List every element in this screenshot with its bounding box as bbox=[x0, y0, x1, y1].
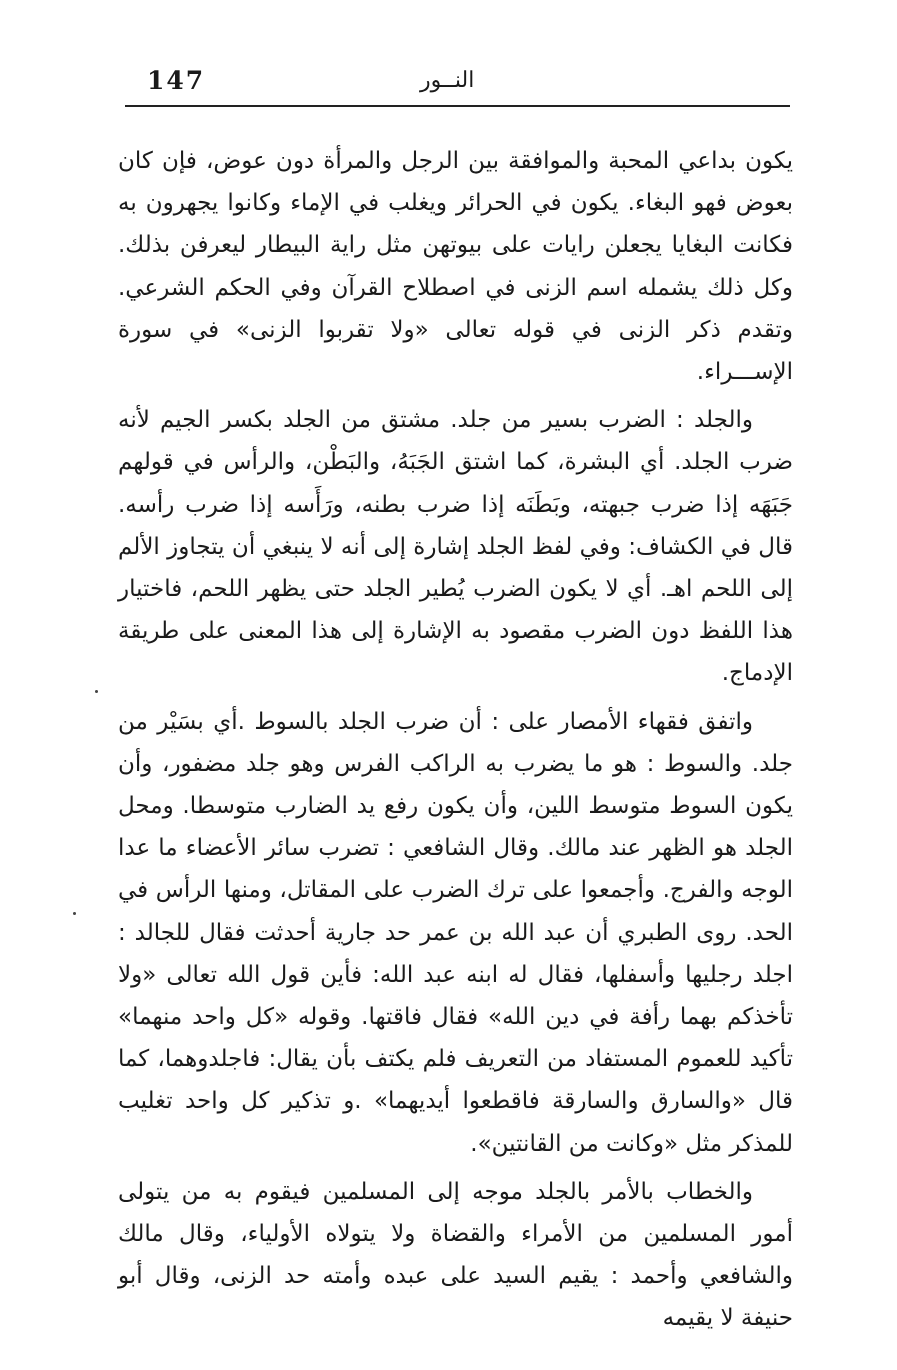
body-text bbox=[118, 140, 793, 1340]
page-number: 147 bbox=[147, 66, 206, 95]
paragraph-2: والجلد : الضرب بسير من جلد. مشتق من الجلد بكسر الجيم لأنه ضرب الجلد. أي البشرة، كما اشتق الجَبَهُ، والبَطْن، والرأس في قولهم جَبَهَه إذا ضرب جبهته، وبَطَنَه إذا ضرب بطنه، ورَأَسه إذا ضرب رأسه. قال في الكشاف: وفي لفظ الجلد إشارة إلى أنه لا ينبغي أن يتجاوز الألم إلى اللحم اهـ. أي لا يكون الضرب يُطير الجلد حتى يظهر اللحم، فاختيار هذا اللفظ دون الضرب مقصود به الإشارة إلى هذا المعنى على طريقة الإدماج. bbox=[118, 407, 793, 687]
header-rule bbox=[125, 105, 790, 107]
paragraph-4: والخطاب بالأمر بالجلد موجه إلى المسلمين فيقوم به من يتولى أمور المسلمين من الأمراء والقضاة ولا يتولاه الأولياء، وقال مالك والشافعي وأحمد : يقيم السيد على عبده وأمته حد الزنى، وقال أبو حنيفة لا يقيمه bbox=[118, 1178, 793, 1332]
paragraph-1: يكون بداعي المحبة والموافقة بين الرجل والمرأة دون عوض، فإن كان بعوض فهو البغاء. يكون في الحرائر ويغلب في الإماء وكانوا يجهرون به فكانت البغايا يجعلن رايات على بيوتهن مثل راية البيطار ليعرفن بذلك. وكل ذلك يشمله اسم الزنى في اصطلاح القرآن وفي الحكم الشرعي. وتقدم ذكر الزنى في قوله تعالى «ولا تقربوا الزنى» في سورة الإســـراء. bbox=[118, 148, 793, 386]
scan-speck bbox=[95, 690, 98, 693]
running-title: النــور bbox=[420, 68, 475, 93]
page-header bbox=[125, 58, 790, 106]
scan-speck bbox=[73, 912, 76, 915]
paragraph-3: واتفق فقهاء الأمصار على : أن ضرب الجلد بالسوط .أي بسَيْر من جلد. والسوط : هو ما يضرب به الراكب الفرس وهو جلد مضفور، وأن يكون السوط متوسط اللين، وأن يكون رفع يد الضارب متوسطا. ومحل الجلد هو الظهر عند مالك. وقال الشافعي : تضرب سائر الأعضاء ما عدا الوجه والفرج. وأجمعوا على ترك الضرب على المقاتل، ومنها الرأس في الحد. روى الطبري أن عبد الله بن عمر حد جارية أحدثت فقال للجالد : اجلد رجليها وأسفلها، فقال له ابنه عبد الله: فأين قول الله تعالى «ولا تأخذكم بهما رأفة في دين الله» فقال فاقتها. وقوله «كل واحد منهما» تأكيد للعموم المستفاد من التعريف فلم يكتف بأن يقال: فاجلدوهما، كما قال «والسارق والسارقة فاقطعوا أيديهما» .و تذكير كل واحد تغليب للمذكر مثل «وكانت من القانتين». bbox=[118, 708, 793, 1157]
